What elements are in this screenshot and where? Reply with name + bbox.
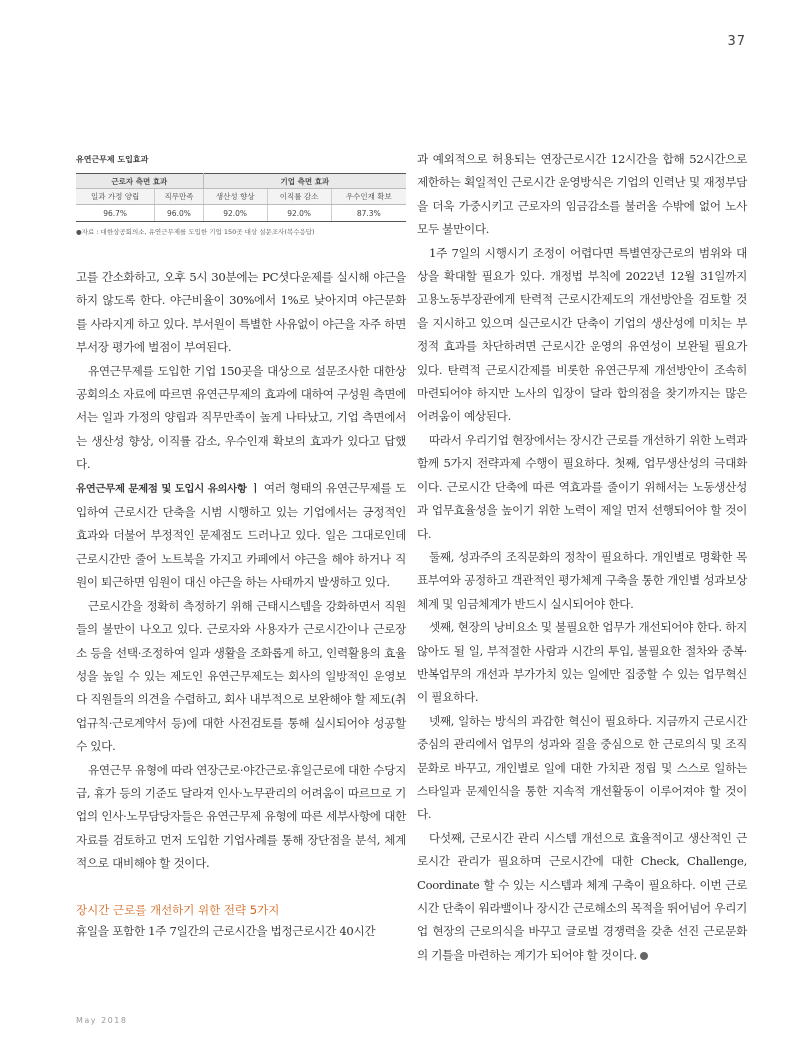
table-source-note: ●자료 : 대한상공회의소, 유연근무제를 도입한 기업 150곳 대상 설문조사(복수응답) (76, 228, 315, 236)
paragraph (76, 477, 406, 595)
column-header: 우수인재 확보 (331, 189, 406, 205)
paragraph: 고를 간소화하고, 오후 5시 30분에는 PC셧다운제를 실시해 야근을 하지 않도록 한다. 야근비율이 30%에서 1%로 낮아지며 야근문화를 사라지게 하고 있다. 부서원이 특별한 사유없이 야근을 자주 하면 부서장 평가에 벌점이 부여된다. (76, 270, 406, 355)
effects-table (76, 173, 406, 222)
paragraph: 넷째, 일하는 방식의 과감한 혁신이 필요하다. 지금까지 근로시간 중심의 관리에서 업무의 성과와 질을 중심으로 한 근로의식 및 조직문화로 바꾸고, 개인별로 일에 대한 가치관 정립 및 스스로 일하는 스타일과 문제인식을 통한 지속적 개선활동이 이루어져야 할 것이다. (417, 713, 747, 822)
inline-subheading: 유연근무제 문제점 및 도입시 유의사항 ㅣ (76, 482, 261, 495)
column-header: 생산성 향상 (203, 189, 267, 205)
paragraph-text: 여러 형태의 유연근무제를 도입하여 근로시간 단축을 시범 시행하고 있는 기업에서는 긍정적인 효과와 더불어 부정적인 문제점도 드러나고 있다. 일은 그대로인데 근로시간만 줄어 노트북을 가지고 카페에서 야근을 해야 하거나 직원이 퇴근하면 임원이 대신 야근을 하는 사태까지 발생하고 있다. (76, 480, 407, 590)
column-header: 일과 가정 양립 (76, 189, 155, 205)
column-header: 직무만족 (155, 189, 203, 205)
paragraph: 휴일을 포함한 1주 7일간의 근로시간을 법정근로시간 40시간 (76, 923, 376, 938)
paragraph: 과 예외적으로 허용되는 연장근로시간 12시간을 합해 52시간으로 제한하는 획일적인 근로시간 운영방식은 기업의 인력난 및 재정부담을 더욱 가중시키고 근로자의 임금감소를 불러올 수밖에 없어 노사 모두 불만이다. (417, 152, 747, 237)
table-cell: 96.0% (155, 205, 203, 222)
end-mark-icon (640, 952, 648, 960)
column-header: 이직률 감소 (267, 189, 331, 205)
paragraph: 유연근무제를 도입한 기업 150곳을 대상으로 설문조사한 대한상공회의소 자료에 따르면 유연근무제의 효과에 대하여 구성원 측면에서는 일과 가정의 양립과 직무만족이 높게 나타났고, 기업 측면에서는 생산성 향상, 이직률 감소, 우수인재 확보의 효과가 있다고 답했다. (76, 363, 406, 472)
table-cell: 87.3% (331, 205, 406, 222)
paragraph: 유연근무 유형에 따라 연장근로·야간근로·휴일근로에 대한 수당지급, 휴가 등의 기준도 달라져 인사·노무관리의 어려움이 따르므로 기업의 인사·노무담당자들은 유연근무제 유형에 따른 세부사항에 대한 자료를 검토하고 먼저 도입한 기업사례를 통해 장단점을 분석, 체계적으로 대비해야 할 것이다. (76, 762, 406, 871)
right-column (417, 148, 747, 967)
left-column (76, 140, 406, 943)
paragraph (417, 827, 747, 967)
paragraph: 셋째, 현장의 낭비요소 및 불필요한 업무가 개선되어야 한다. 하지 않아도 될 일, 부적절한 사람과 시간의 투입, 불필요한 절차와 중복·반복업무의 개선과 부가가치 있는 일에만 집중할 수 있는 업무혁신이 필요하다. (417, 620, 747, 705)
footer-issue-date: May 2018 (76, 1016, 128, 1025)
paragraph: 근로시간을 정확히 측정하기 위해 근태시스템을 강화하면서 직원들의 불만이 나오고 있다. 근로자와 사용자가 근로시간이나 근로장소 등을 선택·조정하여 일과 생활을 조화롭게 하고, 인력활용의 효율성을 높일 수 있는 제도인 유연근무제도는 회사의 일방적인 운영보다 직원들의 의견을 수렴하고, 회사 내부적으로 보완해야 할 제도(취업규칙·근로계약서 등)에 대한 사전검토를 통해 실시되어야 성공할 수 있다. (76, 598, 406, 754)
table-title: 유연근무제 도입효과 (76, 155, 149, 164)
paragraph: 둘째, 성과주의 조직문화의 정착이 필요하다. 개인별로 명확한 목표부여와 공정하고 객관적인 평가체계 구축을 통한 개인별 성과보상체계 및 임금체계가 반드시 실시되어야 한다. (417, 549, 747, 611)
group-header-company: 기업 측면 효과 (203, 174, 406, 189)
paragraph-text: 다섯째, 근로시간 관리 시스템 개선으로 효율적이고 생산적인 근로시간 관리가 필요하며 근로시간에 대한 Check, Challenge, Coordinate 할 수 있는 시스템과 체계 구축이 필요하다. 이번 근로시간 단축이 워라밸이나 장시간 근로해소의 목적을 뛰어넘어 우리기업 현장의 근로의식을 바꾸고 글로벌 경쟁력을 갖춘 선진 근로문화의 기틀을 마련하는 계기가 되어야 할 것이다. (417, 830, 747, 962)
page-number: 37 (727, 34, 746, 49)
group-header-employee: 근로자 측면 효과 (76, 174, 203, 189)
table-cell: 96.7% (76, 205, 155, 222)
table-cell: 92.0% (267, 205, 331, 222)
table-cell: 92.0% (203, 205, 267, 222)
paragraph: 1주 7일의 시행시기 조정이 어렵다면 특별연장근로의 범위와 대상을 확대할 필요가 있다. 개정법 부칙에 2022년 12월 31일까지 고용노동부장관에게 탄력적 근로시간제도의 개선방안을 검토할 것을 지시하고 있으며 실근로시간 단축이 기업의 생산성에 미치는 부정적 효과를 차단하려면 근로시간 운영의 유연성이 보완될 필요가 있다. 탄력적 근로시간제를 비롯한 유연근무제 개선방안이 조속히 마련되어야 하지만 노사의 입장이 달라 합의점을 찾기까지는 많은 어려움이 예상된다. (417, 245, 747, 424)
section-heading: 장시간 근로를 개선하기 위한 전략 5가지 (76, 902, 280, 917)
paragraph: 따라서 우리기업 현장에서는 장시간 근로를 개선하기 위한 노력과 함께 5가지 전략과제 수행이 필요하다. 첫째, 업무생산성의 극대화이다. 근로시간 단축에 따른 역효과를 줄이기 위해서는 노동생산성과 업무효율성을 높이기 위한 노력이 제일 먼저 선행되어야 할 것이다. (417, 432, 747, 541)
